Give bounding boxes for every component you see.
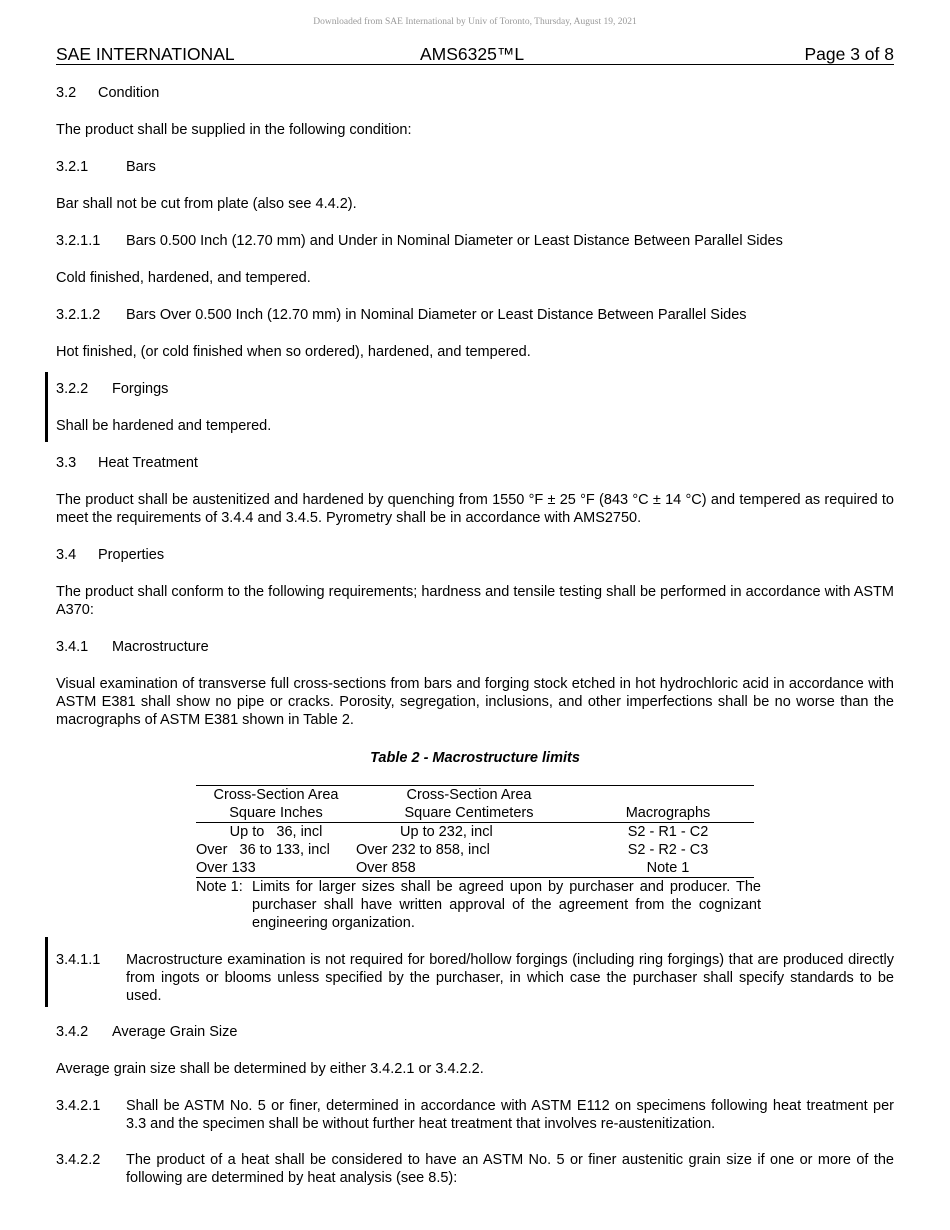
paragraph: Bar shall not be cut from plate (also see 4.4.2).: [56, 196, 357, 212]
table-cell: S2 - R1 - C2: [627, 824, 709, 840]
numbered-paragraph: 3.4.2.1 Shall be ASTM No. 5 or finer, determined in accordance with ASTM E112 on specimens following heat treatment per 3.3 and the specimen shall be without further heat treatment that involves re-austenitization.: [56, 1098, 894, 1132]
numbered-paragraph: 3.4.1.1 Macrostructure examination is not required for bored/hollow forgings (including ring forgings) that are produced directly from ingots or blooms unless specified by the purchaser, in which case the purchaser shall specify standards to be used.: [56, 952, 894, 1004]
table-cell: Over 232 to 858, incl: [356, 842, 490, 858]
column-header: Cross-Section Area: [213, 787, 339, 803]
page-header: [56, 44, 894, 65]
table-row: [196, 823, 754, 841]
table-cell: Over 133: [196, 860, 256, 876]
note-label: Note 1:: [196, 879, 243, 895]
download-watermark: Downloaded from SAE International by Univ of Toronto, Thursday, August 19, 2021: [313, 17, 637, 27]
section-heading: 3.4.1 Macrostructure: [56, 639, 209, 655]
header-page-number: Page 3 of 8: [804, 44, 894, 64]
table-header-row: [196, 786, 754, 804]
table-row: [196, 859, 754, 878]
section-heading: 3.3 Heat Treatment: [56, 455, 198, 471]
table-cell: Note 1: [646, 860, 690, 876]
change-bar: [45, 372, 48, 442]
section-heading: 3.2.1 Bars: [56, 159, 156, 175]
section-heading: 3.2.1.2 Bars Over 0.500 Inch (12.70 mm) in Nominal Diameter or Least Distance Between Parallel Sides: [56, 307, 747, 323]
numbered-paragraph: 3.4.2.2 The product of a heat shall be considered to have an ASTM No. 5 or finer austenitic grain size if one or more of the following are determined by heat analysis (see 8.5):: [56, 1152, 894, 1186]
macrostructure-table: [196, 785, 754, 878]
section-heading: 3.2.2 Forgings: [56, 381, 169, 397]
table-header-row: [196, 804, 754, 823]
page-body: [56, 84, 894, 1187]
paragraph: The product shall conform to the following requirements; hardness and tensile testing shall be performed in accordance with ASTM A370:: [56, 584, 894, 618]
table-cell: Over 36 to 133, incl: [196, 842, 330, 858]
column-header: Square Inches: [229, 805, 323, 821]
paragraph: Hot finished, (or cold finished when so ordered), hardened, and tempered.: [56, 344, 531, 360]
table-cell: Up to 232, incl: [400, 824, 493, 840]
table-note: [196, 878, 761, 932]
section-heading: 3.2.1.1 Bars 0.500 Inch (12.70 mm) and Under in Nominal Diameter or Least Distance Between Parallel Sides: [56, 233, 783, 249]
table-cell: S2 - R2 - C3: [627, 842, 709, 858]
paragraph: Shall be hardened and tempered.: [56, 418, 272, 434]
paragraph: The product shall be supplied in the following condition:: [56, 122, 412, 138]
header-org: SAE INTERNATIONAL: [56, 44, 235, 64]
paragraph: Visual examination of transverse full cross-sections from bars and forging stock etched in hot hydrochloric acid in accordance with ASTM E381 shall show no pipe or cracks. Porosity, segregation, inclusions, and other imperfections shall be no worse than the macrographs of ASTM E381 shown in Table 2.: [56, 676, 894, 728]
table-row: [196, 841, 754, 859]
table-cell: Up to 36, incl: [229, 824, 323, 840]
paragraph: Average grain size shall be determined by either 3.4.2.1 or 3.4.2.2.: [56, 1061, 484, 1077]
change-bar: [45, 937, 48, 1007]
table-cell: Over 858: [356, 860, 416, 876]
section-heading: 3.4.2 Average Grain Size: [56, 1024, 238, 1040]
column-header: Square Centimeters: [404, 805, 534, 821]
column-header: Cross-Section Area: [406, 787, 532, 803]
section-heading: 3.2 Condition: [56, 85, 160, 101]
note-text: Limits for larger sizes shall be agreed upon by purchaser and producer. The purchaser shall have written approval of the agreement from the cognizant engineering organization.: [252, 879, 761, 931]
paragraph: The product shall be austenitized and hardened by quenching from 1550 °F ± 25 °F (843 °C ± 14 °C) and tempered as required to meet the requirements of 3.4.4 and 3.4.5. Pyrometry shall be in accordance with AMS2750.: [56, 492, 894, 526]
paragraph: Cold finished, hardened, and tempered.: [56, 270, 311, 286]
column-header: Macrographs: [625, 805, 711, 821]
table-caption: Table 2 - Macrostructure limits: [370, 750, 580, 766]
section-heading: 3.4 Properties: [56, 547, 165, 563]
header-doc-number: AMS6325™L: [420, 44, 525, 64]
